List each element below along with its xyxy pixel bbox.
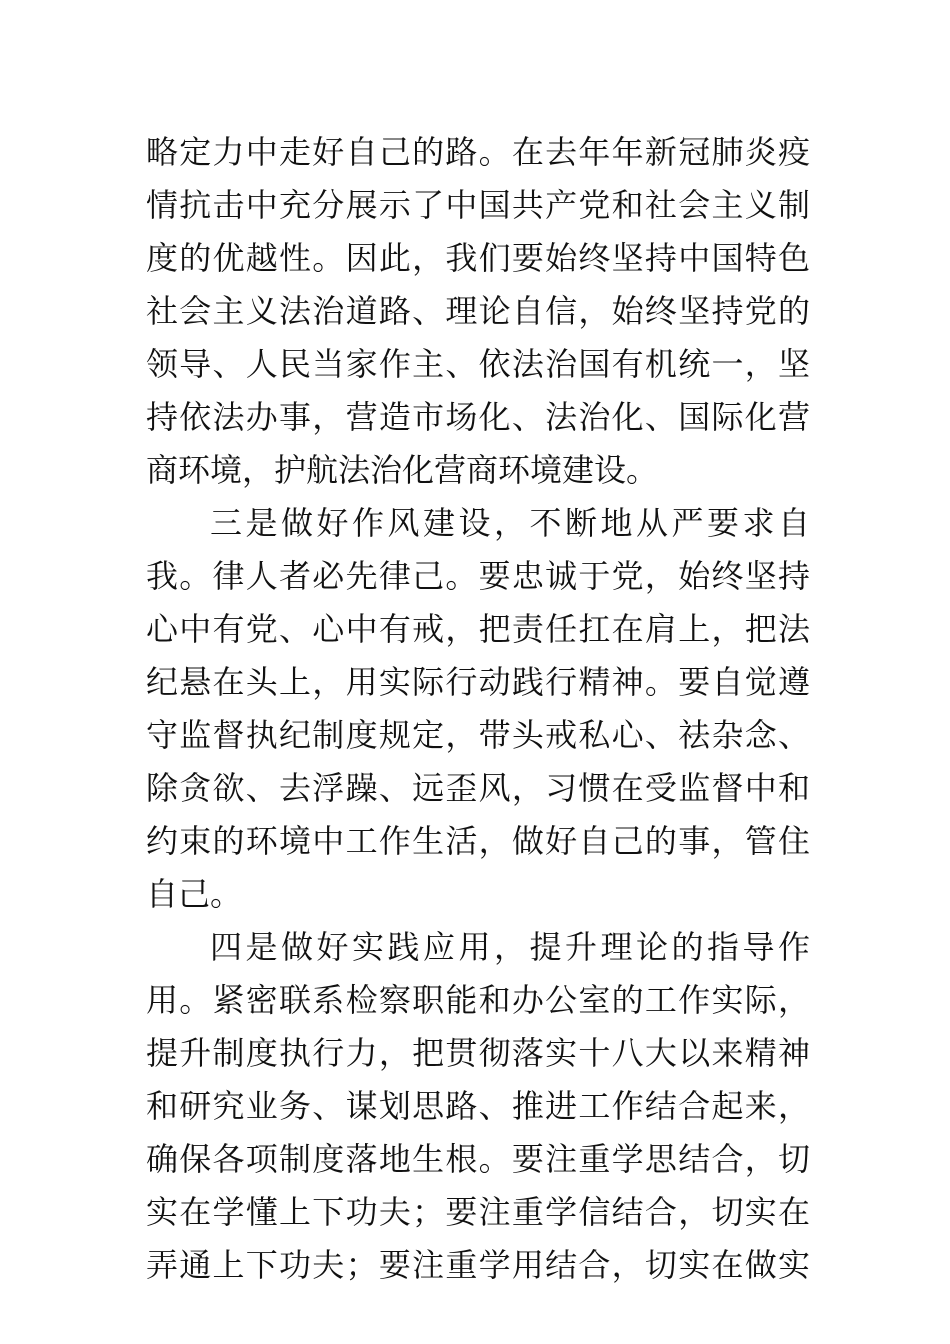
text-line: 我。律人者必先律己。要忠诚于党，始终坚持 [146,557,810,595]
body-text [146,126,810,1292]
text-line: 约束的环境中工作生活，做好自己的事，管住 [146,822,810,860]
text-line: 度的优越性。因此，我们要始终坚持中国特色 [146,239,810,277]
text-line: 略定力中走好自己的路。在去年年新冠肺炎疫 [146,133,810,171]
text-line: 和研究业务、谋划思路、推进工作结合起来， [146,1087,810,1125]
text-line: 持依法办事，营造市场化、法治化、国际化营 [146,398,810,436]
text-line: 弄通上下功夫；要注重学用结合，切实在做实 [146,1246,810,1284]
text-line: 自己。 [146,875,243,913]
text-line: 用。紧密联系检察职能和办公室的工作实际， [146,981,810,1019]
text-line: 除贪欲、去浮躁、远歪风，习惯在受监督中和 [146,769,810,807]
text-line: 确保各项制度落地生根。要注重学思结合，切 [146,1140,810,1178]
paragraph-first-line: 三是做好作风建设，不断地从严要求自 [210,504,810,542]
text-line: 提升制度执行力，把贯彻落实十八大以来精神 [146,1034,810,1072]
text-line: 心中有党、心中有戒，把责任扛在肩上，把法 [146,610,810,648]
text-line: 商环境，护航法治化营商环境建设。 [146,451,659,489]
text-line: 领导、人民当家作主、依法治国有机统一，坚 [146,345,810,383]
text-line: 实在学懂上下功夫；要注重学信结合，切实在 [146,1193,810,1231]
text-line: 情抗击中充分展示了中国共产党和社会主义制 [146,186,810,224]
text-line: 社会主义法治道路、理论自信，始终坚持党的 [146,292,810,330]
text-line: 守监督执纪制度规定，带头戒私心、祛杂念、 [146,716,810,754]
paragraph-first-line: 四是做好实践应用，提升理论的指导作 [210,928,810,966]
text-line: 纪悬在头上，用实际行动践行精神。要自觉遵 [146,663,810,701]
